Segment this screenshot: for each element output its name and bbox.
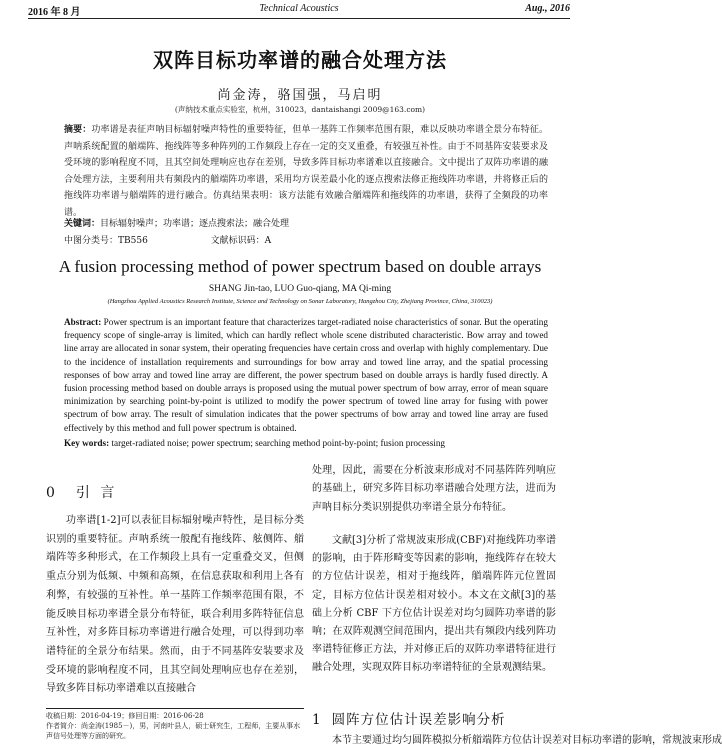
footnote-author: 作者简介：尚金涛(1985－)，男，河南叶县人，硕士研究生，工程师，主要从事水声信号处理等方面的研究。 bbox=[46, 722, 301, 740]
keywords-zh bbox=[64, 216, 548, 229]
footnote-rule bbox=[46, 708, 304, 709]
keywords-zh-label: 关键词： bbox=[64, 219, 101, 229]
affiliation-en: (Hangzhou Applied Acoustics Research Institute, Science and Technology on Sonar Laboratory, Hangzhou City, Zhejiang Province, China, 310023) bbox=[107, 298, 493, 305]
intro-paragraph-continued: 处理，因此，需要在分析波束形成对不同基阵阵列响应的基础上，研究多阵目标功率谱融合处理方法，进而为声呐目标分类识别提供功率谱全景分布特征。 bbox=[312, 465, 556, 513]
abstract-zh bbox=[64, 122, 548, 222]
section1-paragraph: 本节主要通过均匀圆阵模拟分析艏端阵方位估计误差对目标功率谱的影响，常规波束形成 bbox=[332, 735, 722, 746]
footnote bbox=[46, 711, 306, 741]
keywords-en-text: target-radiated noise; power spectrum; searching method point-by-point; fusion processing bbox=[111, 438, 446, 448]
classification-zh bbox=[64, 233, 548, 246]
section-heading-1 bbox=[312, 708, 506, 728]
authors-en: SHANG Jin-tao, LUO Guo-qiang, MA Qi-ming bbox=[208, 284, 392, 294]
header-date-en: Aug., 2016 bbox=[525, 3, 570, 14]
paper-title-en: A fusion processing method of power spectrum based on double arrays bbox=[58, 257, 542, 276]
keywords-zh-text: 目标辐射噪声；功率谱；逐点搜索法；融合处理 bbox=[100, 219, 290, 229]
keywords-en-label: Key words: bbox=[64, 438, 110, 448]
footnote-received: 收稿日期：2016-04-19；修回日期：2016-06-28 bbox=[46, 712, 204, 720]
section-title: 引 言 bbox=[75, 485, 118, 501]
paper-title-zh: 双阵目标功率谱的融合处理方法 bbox=[153, 48, 447, 72]
authors-zh: 尚金涛，骆国强，马启明 bbox=[217, 88, 383, 103]
section-number: 0 bbox=[46, 485, 58, 501]
section-number: 1 bbox=[312, 712, 322, 728]
abstract-zh-label: 摘要： bbox=[64, 125, 92, 135]
intro-paragraph-2: 文献[3]分析了常规波束形成(CBF)对拖线阵功率谱的影响，由于阵形畸变等因素的影响，拖线阵存在较大的方位估计误差，相对于拖线阵，艏端阵阵元位置固定，目标方位估计误差相对较小。本文在文献[3]的基础上分析 CBF 下方位估计误差对均匀圆阵功率谱的影响；在双阵观测空间范围内，提出共有频段内线列阵功率谱特征修正方法，并对修正后的双阵功率谱特征进行融合处理，实现双阵目标功率谱特征的全景观测结果。 bbox=[312, 535, 556, 674]
header-date: 2016 年 8 月 bbox=[28, 7, 81, 18]
abstract-zh-text: 功率谱是表征声呐目标辐射噪声特性的重要特征，但单一基阵工作频率范围有限，难以反映功率谱全景分布特征。声呐系统配置的艏端阵、拖线阵等多种阵列的工作频段上存在一定的交叉重叠，有较强互补性。由于不同基阵安装要求及受环境的影响程度不同，且其空间处理响应也存在差别，导致多阵目标功率谱难以直接融合。文中提出了双阵功率谱的融合处理方法，主要利用共有频段内的艏端阵功率谱，采用均方误差最小化的逐点搜索法修正拖线阵功率谱，并将修正后的拖线阵功率谱与艏端阵的进行融合。仿真结果表明：该方法能有效融合艏端阵和拖线阵的功率谱，获得了全频段的功率谱。 bbox=[64, 125, 548, 218]
running-header bbox=[28, 3, 570, 17]
document-code: 文献标识码：A bbox=[210, 236, 272, 246]
header-journal: Technical Acoustics bbox=[259, 3, 339, 14]
keywords-en bbox=[64, 438, 548, 448]
affiliation-zh: (声纳技术重点实验室，杭州，310023，dantaishangi 2009@163.com) bbox=[174, 105, 426, 114]
abstract-en bbox=[64, 316, 548, 435]
abstract-en-text: Power spectrum is an important feature that characterizes target-radiated noise characteristics of sonar. But the operating frequency scope of single-array is limited, which can hardly reflect whole scene distributed characteristic. Bow array and towed line array are allocated in sonar system, their operating frequencies have certain cross and overlap with highly complementary. Due to the incidence of installation requirements and surroundings for bow array and towed line array, and the spatial processing responses of bow array and towed line array are different, the power spectrum based on double arrays is hardly fused directly. A fusion processing method based on double arrays is proposed using the mutual power spectrum of bow array, error of mean square minimization by searching point-by-point is utilized to modify the power spectrum of towed line array for fusing with power spectrum of bow array. The result of simulation indicates that the power spectrums of bow array and towed line array are fused effectively by this method and full power spectrum is obtained. bbox=[64, 317, 548, 433]
section-title: 圆阵方位估计误差影响分析 bbox=[331, 712, 506, 728]
abstract-en-label: Abstract: bbox=[64, 317, 102, 327]
section-heading-intro bbox=[46, 482, 117, 502]
intro-paragraph: 功率谱[1-2]可以表征目标辐射噪声特性，是目标分类识别的重要特征。声呐系统一般配有拖线阵、舷侧阵、艏端阵等多种形式，在工作频段上具有一定重叠交叉，但侧重点分别为低频、中频和高频，在信息获取和利用上各有利弊，有较强的互补性。单一基阵工作频率范围有限，不能反映目标功率谱全景分布特征，联合利用多阵特征信息互补性，对多阵目标功率谱进行融合处理，可以得到功率谱特征的全景分布结果。然而，由于不同基阵安装要求及受环境的影响程度不同，且其空间处理响应也存在差别，导致多阵目标功率谱难以直接融合 bbox=[46, 515, 304, 695]
header-rule bbox=[28, 18, 570, 19]
clc-number: 中图分类号：TB556 bbox=[64, 236, 148, 246]
